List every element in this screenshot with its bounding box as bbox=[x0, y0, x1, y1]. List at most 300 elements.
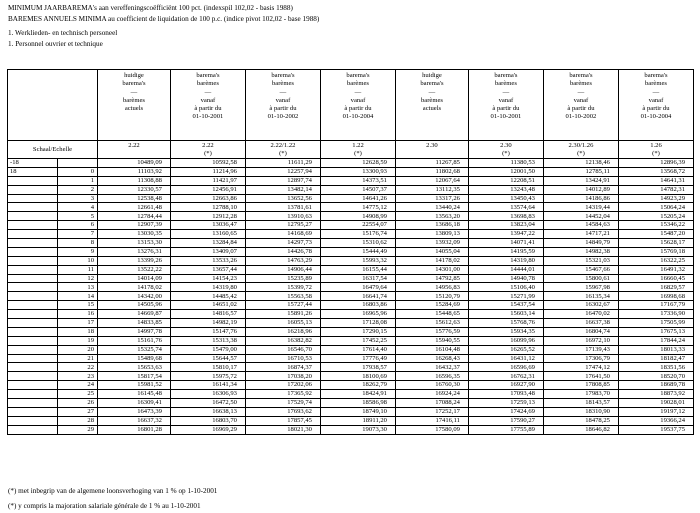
amount-cell: 11103,92 bbox=[98, 167, 171, 176]
amount-cell: 15235,89 bbox=[245, 274, 320, 283]
amount-cell: 16431,12 bbox=[468, 354, 543, 363]
column-header bbox=[468, 70, 543, 141]
amount-cell: 16473,39 bbox=[98, 407, 171, 416]
title-french: BAREMES ANNUELS MINIMA au coefficient de liquidation de 100 p.c. (indice pivot 102,02 - base 1988) bbox=[8, 15, 320, 23]
amount-cell: 19073,30 bbox=[320, 425, 395, 434]
amount-cell: 17529,74 bbox=[245, 399, 320, 408]
seniority-cell: 12 bbox=[58, 274, 98, 283]
column-header-line: barema's bbox=[644, 72, 668, 79]
scale-value: 2.22 bbox=[128, 142, 140, 149]
scale-value: 2.22 bbox=[202, 141, 214, 149]
table-row bbox=[8, 354, 694, 363]
table-row bbox=[8, 336, 694, 345]
amount-cell: 12907,39 bbox=[98, 221, 171, 230]
amount-cell: 15161,76 bbox=[98, 336, 171, 345]
scale-value: 2.30/1.26 bbox=[568, 141, 594, 149]
amount-cell: 13160,65 bbox=[170, 230, 245, 239]
amount-cell: 17202,06 bbox=[245, 381, 320, 390]
amount-cell: 17474,12 bbox=[543, 363, 618, 372]
amount-cell: 13036,47 bbox=[170, 221, 245, 230]
amount-cell: 18262,79 bbox=[320, 381, 395, 390]
column-header-line: vanaf bbox=[200, 96, 216, 104]
amount-cell: 14373,51 bbox=[320, 176, 395, 185]
age-cell bbox=[8, 390, 58, 399]
column-header-line: barèmes bbox=[271, 80, 294, 88]
column-header-line: actuels bbox=[422, 105, 442, 113]
amount-cell: 11380,53 bbox=[468, 159, 543, 168]
column-header-line: — bbox=[130, 88, 138, 96]
scale-cell bbox=[468, 141, 543, 159]
amount-cell: 16803,70 bbox=[170, 416, 245, 425]
amount-cell: 14195,59 bbox=[468, 247, 543, 256]
age-cell bbox=[8, 336, 58, 345]
column-header-line: — bbox=[502, 88, 510, 96]
amount-cell: 12330,57 bbox=[98, 185, 171, 194]
amount-cell: 14186,86 bbox=[543, 194, 618, 203]
amount-cell: 18646,82 bbox=[543, 425, 618, 434]
amount-cell: 18100,69 bbox=[320, 372, 395, 381]
section-heading-dutch: 1. Werklieden- en technisch personeel bbox=[8, 29, 118, 37]
amount-cell: 15563,58 bbox=[245, 292, 320, 301]
amount-cell: 16382,82 bbox=[245, 336, 320, 345]
amount-cell: 17776,49 bbox=[320, 354, 395, 363]
barema-table bbox=[7, 69, 694, 435]
column-header-row bbox=[8, 70, 694, 141]
amount-cell: 13686,18 bbox=[395, 221, 468, 230]
section-heading-french: 1. Personnel ouvrier et technique bbox=[8, 40, 103, 48]
amount-cell: 14584,63 bbox=[543, 221, 618, 230]
amount-cell: 15810,17 bbox=[170, 363, 245, 372]
column-header-line: à partir du bbox=[642, 105, 670, 113]
amount-cell: 14669,87 bbox=[98, 310, 171, 319]
age-cell bbox=[8, 292, 58, 301]
seniority-cell: 18 bbox=[58, 327, 98, 336]
amount-cell: 14319,80 bbox=[468, 256, 543, 265]
column-header-line: 01-10-2001 bbox=[192, 113, 224, 121]
age-cell bbox=[8, 399, 58, 408]
age-cell bbox=[8, 319, 58, 328]
amount-cell: 14923,29 bbox=[618, 194, 693, 203]
amount-cell: 15981,52 bbox=[98, 381, 171, 390]
amount-cell: 10489,09 bbox=[98, 159, 171, 168]
amount-cell: 17693,62 bbox=[245, 407, 320, 416]
amount-cell: 17336,90 bbox=[618, 310, 693, 319]
column-header-line: 01-10-2004 bbox=[640, 113, 672, 121]
amount-cell: 16710,53 bbox=[245, 354, 320, 363]
amount-cell: 16099,96 bbox=[468, 336, 543, 345]
amount-cell: 15147,76 bbox=[170, 327, 245, 336]
amount-cell: 14426,78 bbox=[245, 247, 320, 256]
seniority-cell: 7 bbox=[58, 230, 98, 239]
amount-cell: 19537,75 bbox=[618, 425, 693, 434]
amount-cell: 16309,41 bbox=[98, 399, 171, 408]
amount-cell: 13657,44 bbox=[170, 265, 245, 274]
amount-cell: 18351,56 bbox=[618, 363, 693, 372]
scale-note: (*) bbox=[279, 149, 287, 157]
amount-cell: 17675,13 bbox=[618, 327, 693, 336]
amount-cell: 12784,44 bbox=[98, 212, 171, 221]
seniority-cell: 22 bbox=[58, 363, 98, 372]
amount-cell: 15934,35 bbox=[468, 327, 543, 336]
age-cell bbox=[8, 425, 58, 434]
amount-cell: 12897,74 bbox=[245, 176, 320, 185]
amount-cell: 15437,54 bbox=[468, 301, 543, 310]
table-row bbox=[8, 407, 694, 416]
table-row bbox=[8, 159, 694, 168]
amount-cell: 15321,03 bbox=[543, 256, 618, 265]
amount-cell: 13910,63 bbox=[245, 212, 320, 221]
seniority-cell: 8 bbox=[58, 239, 98, 248]
column-header-line: vanaf bbox=[275, 96, 291, 104]
age-cell bbox=[8, 327, 58, 336]
amount-cell: 11267,85 bbox=[395, 159, 468, 168]
amount-cell: 14178,02 bbox=[395, 256, 468, 265]
amount-cell: 17614,40 bbox=[320, 345, 395, 354]
amount-cell: 14763,29 bbox=[245, 256, 320, 265]
column-header-line: huidige bbox=[124, 72, 144, 79]
amount-cell: 13153,30 bbox=[98, 239, 171, 248]
amount-cell: 17580,09 bbox=[395, 425, 468, 434]
column-header-line: huidige bbox=[422, 72, 442, 79]
amount-cell: 14940,78 bbox=[468, 274, 543, 283]
amount-cell: 16491,32 bbox=[618, 265, 693, 274]
amount-cell: 12896,39 bbox=[618, 159, 693, 168]
amount-cell: 14997,78 bbox=[98, 327, 171, 336]
amount-cell: 13809,13 bbox=[395, 230, 468, 239]
age-cell bbox=[8, 221, 58, 230]
amount-cell: 16104,48 bbox=[395, 345, 468, 354]
amount-cell: 13112,35 bbox=[395, 185, 468, 194]
table-row bbox=[8, 390, 694, 399]
amount-cell: 14641,26 bbox=[320, 194, 395, 203]
seniority-cell: 9 bbox=[58, 247, 98, 256]
amount-cell: 16265,52 bbox=[468, 345, 543, 354]
age-cell bbox=[8, 185, 58, 194]
amount-cell: 13947,22 bbox=[468, 230, 543, 239]
amount-cell: 18689,78 bbox=[618, 381, 693, 390]
amount-cell: 15310,62 bbox=[320, 239, 395, 248]
column-header-line: barema's bbox=[494, 72, 518, 79]
amount-cell: 15271,99 bbox=[468, 292, 543, 301]
table-row bbox=[8, 239, 694, 248]
amount-cell: 17088,24 bbox=[395, 399, 468, 408]
table-row bbox=[8, 167, 694, 176]
column-header-line: barema's bbox=[196, 72, 220, 79]
scale-value: 1.22 bbox=[352, 141, 364, 149]
seniority-cell bbox=[58, 159, 98, 168]
seniority-cell: 11 bbox=[58, 265, 98, 274]
age-cell bbox=[8, 247, 58, 256]
amount-cell: 18911,20 bbox=[320, 416, 395, 425]
scale-label: Schaal/Echelle bbox=[8, 141, 98, 159]
amount-cell: 16155,44 bbox=[320, 265, 395, 274]
amount-cell: 19366,24 bbox=[618, 416, 693, 425]
seniority-cell: 25 bbox=[58, 390, 98, 399]
scale-cell bbox=[170, 141, 245, 159]
table-row bbox=[8, 301, 694, 310]
table-row bbox=[8, 176, 694, 185]
amount-cell: 14507,37 bbox=[320, 185, 395, 194]
amount-cell: 15967,98 bbox=[543, 283, 618, 292]
amount-cell: 10592,58 bbox=[170, 159, 245, 168]
table-row bbox=[8, 283, 694, 292]
table-row bbox=[8, 256, 694, 265]
seniority-cell: 14 bbox=[58, 292, 98, 301]
amount-cell: 11611,29 bbox=[245, 159, 320, 168]
amount-cell: 16472,50 bbox=[170, 399, 245, 408]
column-header-line: barema's bbox=[420, 80, 444, 88]
amount-cell: 12661,48 bbox=[98, 203, 171, 212]
amount-cell: 17167,79 bbox=[618, 301, 693, 310]
column-header-line: barèmes bbox=[420, 96, 443, 104]
amount-cell: 17590,27 bbox=[468, 416, 543, 425]
age-cell bbox=[8, 354, 58, 363]
table-row bbox=[8, 381, 694, 390]
amount-cell: 17306,79 bbox=[543, 354, 618, 363]
footnote-dutch: (*) met inbegrip van de algemene loonsverhoging van 1 % op 1-10-2001 bbox=[8, 487, 218, 495]
amount-cell: 14301,00 bbox=[395, 265, 468, 274]
amount-cell: 14849,79 bbox=[543, 239, 618, 248]
amount-cell: 15325,74 bbox=[98, 345, 171, 354]
amount-cell: 12001,50 bbox=[468, 167, 543, 176]
amount-cell: 13563,20 bbox=[395, 212, 468, 221]
amount-cell: 11802,68 bbox=[395, 167, 468, 176]
amount-cell: 17259,13 bbox=[468, 399, 543, 408]
amount-cell: 14012,89 bbox=[543, 185, 618, 194]
amount-cell: 17424,69 bbox=[468, 407, 543, 416]
amount-cell: 16546,70 bbox=[245, 345, 320, 354]
age-cell bbox=[8, 381, 58, 390]
amount-cell: 17252,17 bbox=[395, 407, 468, 416]
amount-cell: 14908,99 bbox=[320, 212, 395, 221]
amount-cell: 15612,63 bbox=[395, 319, 468, 328]
scale-note bbox=[101, 150, 167, 157]
amount-cell: 15346,22 bbox=[618, 221, 693, 230]
amount-cell: 11214,96 bbox=[170, 167, 245, 176]
amount-cell: 15800,61 bbox=[543, 274, 618, 283]
amount-cell: 14775,12 bbox=[320, 203, 395, 212]
amount-cell: 12788,10 bbox=[170, 203, 245, 212]
amount-cell: 14297,73 bbox=[245, 239, 320, 248]
table-row bbox=[8, 310, 694, 319]
amount-cell: 16218,96 bbox=[245, 327, 320, 336]
table-row bbox=[8, 194, 694, 203]
amount-cell: 16660,45 bbox=[618, 274, 693, 283]
amount-cell: 17416,11 bbox=[395, 416, 468, 425]
amount-cell: 18021,30 bbox=[245, 425, 320, 434]
amount-cell: 11308,88 bbox=[98, 176, 171, 185]
column-header-line: 01-10-2001 bbox=[490, 113, 522, 121]
amount-cell: 15467,66 bbox=[543, 265, 618, 274]
amount-cell: 14792,85 bbox=[395, 274, 468, 283]
amount-cell: 12538,48 bbox=[98, 194, 171, 203]
scale-cell bbox=[320, 141, 395, 159]
age-cell bbox=[8, 407, 58, 416]
amount-cell: 16055,13 bbox=[245, 319, 320, 328]
column-header-line: barema's bbox=[122, 80, 146, 88]
table-row bbox=[8, 372, 694, 381]
amount-cell: 16801,28 bbox=[98, 425, 171, 434]
amount-cell: 15940,55 bbox=[395, 336, 468, 345]
column-header-line: barèmes bbox=[494, 80, 517, 88]
amount-cell: 14444,01 bbox=[468, 265, 543, 274]
table-row bbox=[8, 327, 694, 336]
amount-cell: 12257,94 bbox=[245, 167, 320, 176]
age-cell bbox=[8, 416, 58, 425]
amount-cell: 18520,70 bbox=[618, 372, 693, 381]
column-header-line: barèmes bbox=[346, 80, 369, 88]
seniority-cell: 19 bbox=[58, 336, 98, 345]
amount-cell: 13030,35 bbox=[98, 230, 171, 239]
amount-cell: 16927,90 bbox=[468, 381, 543, 390]
amount-cell: 16638,13 bbox=[170, 407, 245, 416]
amount-cell: 15776,59 bbox=[395, 327, 468, 336]
amount-cell: 17755,89 bbox=[468, 425, 543, 434]
seniority-cell: 6 bbox=[58, 221, 98, 230]
amount-cell: 17938,57 bbox=[320, 363, 395, 372]
amount-cell: 13698,83 bbox=[468, 212, 543, 221]
amount-cell: 18478,25 bbox=[543, 416, 618, 425]
amount-cell: 15106,40 bbox=[468, 283, 543, 292]
age-cell bbox=[8, 265, 58, 274]
table-row bbox=[8, 203, 694, 212]
amount-cell: 17857,45 bbox=[245, 416, 320, 425]
amount-cell: 16141,34 bbox=[170, 381, 245, 390]
column-header bbox=[543, 70, 618, 141]
amount-cell: 16145,48 bbox=[98, 390, 171, 399]
seniority-cell: 2 bbox=[58, 185, 98, 194]
amount-cell: 15444,49 bbox=[320, 247, 395, 256]
column-header-line: vanaf bbox=[573, 96, 589, 104]
column-header-line: — bbox=[354, 88, 362, 96]
amount-cell: 14342,00 bbox=[98, 292, 171, 301]
amount-cell: 15769,18 bbox=[618, 247, 693, 256]
amount-cell: 18586,98 bbox=[320, 399, 395, 408]
column-header-line: barema's bbox=[271, 72, 295, 79]
age-cell bbox=[8, 194, 58, 203]
age-cell bbox=[8, 372, 58, 381]
amount-cell: 17983,70 bbox=[543, 390, 618, 399]
amount-cell: 17038,20 bbox=[245, 372, 320, 381]
amount-cell: 18143,57 bbox=[543, 399, 618, 408]
table-row bbox=[8, 230, 694, 239]
column-header-line: barèmes bbox=[569, 80, 592, 88]
column-header-line: barèmes bbox=[644, 80, 667, 88]
amount-cell: 15653,63 bbox=[98, 363, 171, 372]
amount-cell: 12208,51 bbox=[468, 176, 543, 185]
amount-cell: 15479,00 bbox=[170, 345, 245, 354]
amount-cell: 16470,02 bbox=[543, 310, 618, 319]
amount-cell: 16641,74 bbox=[320, 292, 395, 301]
amount-cell: 13243,48 bbox=[468, 185, 543, 194]
amount-cell: 12785,11 bbox=[543, 167, 618, 176]
column-header-line: barèmes bbox=[122, 96, 145, 104]
amount-cell: 13276,31 bbox=[98, 247, 171, 256]
table-row bbox=[8, 221, 694, 230]
amount-cell: 14956,83 bbox=[395, 283, 468, 292]
column-header-line: vanaf bbox=[498, 96, 514, 104]
amount-cell: 19197,12 bbox=[618, 407, 693, 416]
amount-cell: 14014,09 bbox=[98, 274, 171, 283]
column-header-line: à partir du bbox=[344, 105, 372, 113]
amount-cell: 16637,38 bbox=[543, 319, 618, 328]
amount-cell: 16302,67 bbox=[543, 301, 618, 310]
table-row bbox=[8, 265, 694, 274]
amount-cell: 16924,24 bbox=[395, 390, 468, 399]
amount-cell: 16804,74 bbox=[543, 327, 618, 336]
amount-cell: 18310,90 bbox=[543, 407, 618, 416]
seniority-cell: 27 bbox=[58, 407, 98, 416]
column-header-line: barema's bbox=[569, 72, 593, 79]
column-header-line: à partir du bbox=[492, 105, 520, 113]
age-cell: 18 bbox=[8, 167, 58, 176]
amount-cell: 18873,92 bbox=[618, 390, 693, 399]
amount-cell: 16596,35 bbox=[395, 372, 468, 381]
amount-cell: 12628,59 bbox=[320, 159, 395, 168]
amount-cell: 14154,23 bbox=[170, 274, 245, 283]
amount-cell: 16322,25 bbox=[618, 256, 693, 265]
seniority-cell: 15 bbox=[58, 301, 98, 310]
amount-cell: 14452,04 bbox=[543, 212, 618, 221]
column-header-line: à partir du bbox=[194, 105, 222, 113]
scale-cell bbox=[395, 141, 468, 159]
seniority-cell: 17 bbox=[58, 319, 98, 328]
amount-cell: 13482,14 bbox=[245, 185, 320, 194]
table-row bbox=[8, 319, 694, 328]
scale-value: 2.30 bbox=[500, 141, 512, 149]
scale-cell bbox=[618, 141, 693, 159]
amount-cell: 13533,26 bbox=[170, 256, 245, 265]
age-cell bbox=[8, 345, 58, 354]
amount-cell: 16762,31 bbox=[468, 372, 543, 381]
amount-cell: 17808,85 bbox=[543, 381, 618, 390]
amount-cell: 14717,21 bbox=[543, 230, 618, 239]
amount-cell: 18182,47 bbox=[618, 354, 693, 363]
column-header-line bbox=[101, 113, 167, 121]
scale-value: 1.26 bbox=[650, 141, 662, 149]
amount-cell: 13823,04 bbox=[468, 221, 543, 230]
age-cell bbox=[8, 256, 58, 265]
amount-cell: 12795,27 bbox=[245, 221, 320, 230]
amount-cell: 14505,96 bbox=[98, 301, 171, 310]
amount-cell: 16317,54 bbox=[320, 274, 395, 283]
amount-cell: 16965,96 bbox=[320, 310, 395, 319]
seniority-cell: 23 bbox=[58, 372, 98, 381]
amount-cell: 13300,93 bbox=[320, 167, 395, 176]
scale-note: (*) bbox=[204, 149, 212, 157]
column-header-line: — bbox=[428, 88, 436, 96]
amount-cell: 14833,85 bbox=[98, 319, 171, 328]
scale-cell bbox=[245, 141, 320, 159]
column-header-line: à partir du bbox=[269, 105, 297, 113]
amount-cell: 13574,64 bbox=[468, 203, 543, 212]
seniority-cell: 20 bbox=[58, 345, 98, 354]
amount-cell: 15817,54 bbox=[98, 372, 171, 381]
amount-cell: 12456,91 bbox=[170, 185, 245, 194]
seniority-cell: 28 bbox=[58, 416, 98, 425]
table-row bbox=[8, 416, 694, 425]
amount-cell: 14319,44 bbox=[543, 203, 618, 212]
amount-cell: 11421,97 bbox=[170, 176, 245, 185]
column-header-line: — bbox=[279, 88, 287, 96]
age-cell bbox=[8, 274, 58, 283]
amount-cell: 14982,19 bbox=[170, 319, 245, 328]
amount-cell: 16803,86 bbox=[320, 301, 395, 310]
amount-cell: 15891,26 bbox=[245, 310, 320, 319]
table-row bbox=[8, 247, 694, 256]
amount-cell: 19028,01 bbox=[618, 399, 693, 408]
column-header bbox=[245, 70, 320, 141]
